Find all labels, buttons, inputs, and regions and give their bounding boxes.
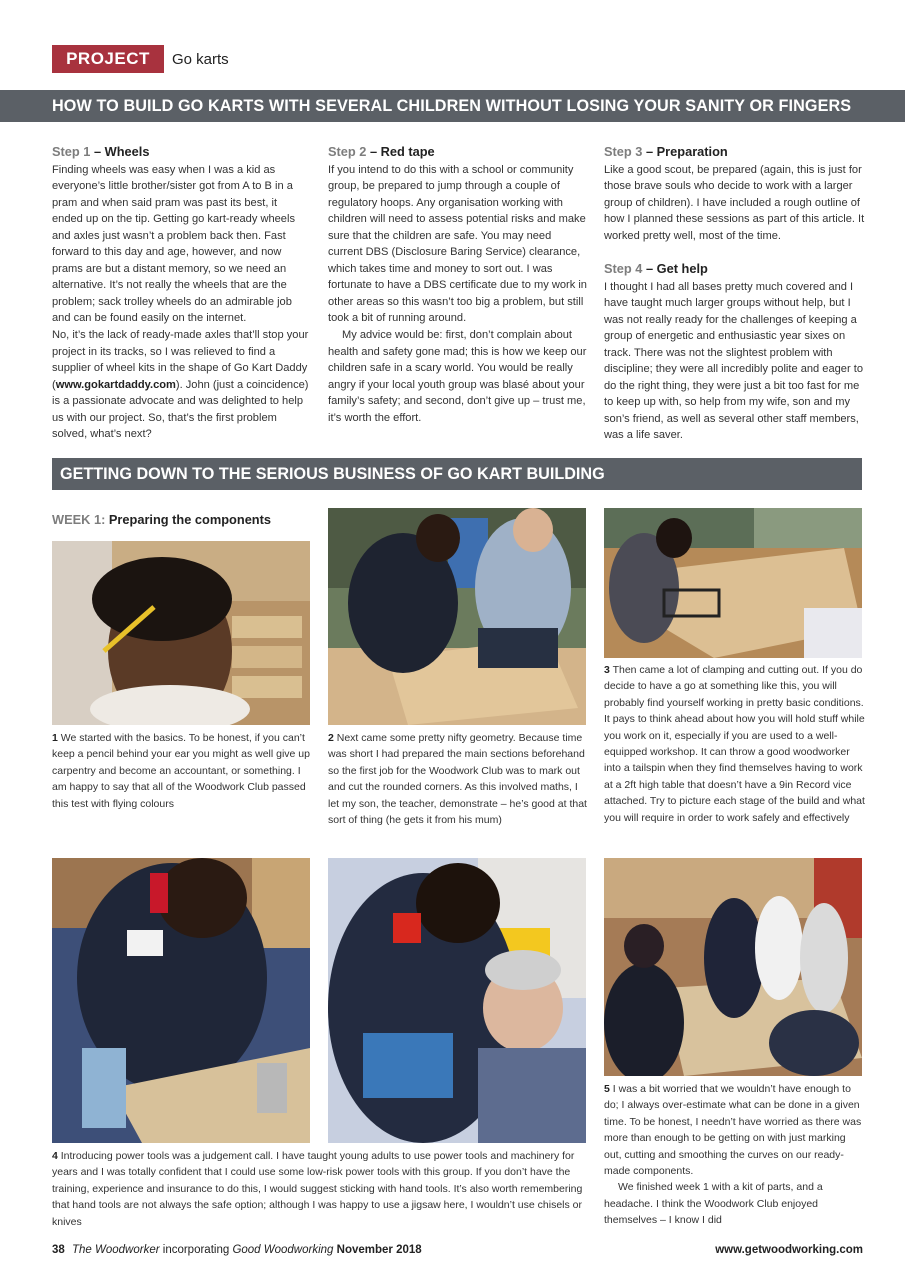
photo-boy-with-pencil xyxy=(52,541,310,725)
photo-jigsaw-supervision xyxy=(328,858,586,1143)
photo-boy-with-ear-defenders xyxy=(52,858,310,1143)
step-2-column xyxy=(328,144,588,426)
caption-5: 5 I was a bit worried that we wouldn’t have enough to do; I always over-estimate what can be done in a given time. To be honest, I needn’t have worried as there was more than enough to be getting on with just marking out, cutting and smoothing the curves on our ready-made components. We finished week 1 with a kit of parts, and a headache. I think the Woodwork Club enjoyed themselves – I know I did xyxy=(604,1083,862,1227)
step-3-column xyxy=(604,144,866,244)
step-3-heading: Step 3 – Preparation xyxy=(604,144,728,159)
step-1-paragraph-2: No, it’s the lack of ready-made axles that’ll stop your project in its tracks, so I was relieved to find a supplier of wheel kits in the shape of Go Kart Daddy (www.gokartdaddy.com). John (just a coincidence) is a passionate advocate and was delighted to help us with our project. So, that’s the first problem solved, what’s next? xyxy=(52,328,309,441)
section-badge: PROJECT xyxy=(52,45,164,73)
caption-2: 2 Next came some pretty nifty geometry. Because time was short I had prepared the main sections beforehand so the first job for the Woodwork Club was to mark out and cut the rounded corners. As this involved maths, I let my son, the teacher, demonstrate – he’s good at that sort of thing (he gets it from his mum) xyxy=(328,732,587,827)
caption-1: 1 We started with the basics. To be honest, if you can’t keep a pencil behind your ear you might as well give up carpentry and become an accountant, or something. I am happy to say that all of the Woodwork Club passed this test with flying colours xyxy=(52,732,310,810)
caption-4: 4 Introducing power tools was a judgement call. I have taught young adults to use power tools and machinery for years and I was totally confident that I could use some low-risk power tools with this group. If you don’t have the training, experience and insurance to do this, I would suggest sticking with hand tools. It’s also worth remembering that hand tools are not always the safe option; although I was happy to use a jigsaw here, I wouldn’t use chisels or knives xyxy=(52,1150,583,1228)
page-footer: 38 The Woodworker incorporating Good Woodworking November 2018 xyxy=(52,1244,422,1256)
section-title: Go karts xyxy=(172,51,229,68)
caption-3: 3 Then came a lot of clamping and cutting out. If you do decide to have a go at something like this, you will probably find yourself working in pretty basic conditions. It pays to think ahead about how you will hold stuff while you work on it, especially if you are used to a well-equipped workshop. It can throw a good woodworker into a tailspin when they find themselves having to work at a 2ft high table that doesn’t have a 9in Record vice attached. Try to picture each stage of the build and what you will require in order to work safely and effectively xyxy=(604,664,865,824)
step-4-column xyxy=(604,261,866,444)
article-headline: HOW TO BUILD GO KARTS WITH SEVERAL CHILDREN WITHOUT LOSING YOUR SANITY OR FINGERS xyxy=(0,90,905,122)
step-2-paragraph-1: If you intend to do this with a school or community group, be prepared to jump through a couple of regulatory hoops. Any organisation working with children will need to assess potential risks and make sure that the children are safe. You may need current DBS (Disclosure Baring Service) clearance, which takes time and money to sort out. I was fortunate to have a DBS certificate due to my work in other areas so this wasn’t too big a problem, but still took a bit of running around. xyxy=(328,163,587,325)
page-number: 38 xyxy=(52,1244,65,1256)
photo-clamping-and-cutting xyxy=(604,508,862,658)
step-2-paragraph-2: My advice would be: first, don’t complain about health and safety gone mad; this is how we keep our children safe in a scary world. You would be really angry if your local youth group was blasé about your family’s safety; and second, don’t give up – trust me, it’s worth the effort. xyxy=(328,328,587,424)
step-4-heading: Step 4 – Get help xyxy=(604,261,708,276)
step-1-column xyxy=(52,144,310,443)
footer-website[interactable]: www.getwoodworking.com xyxy=(715,1244,863,1256)
photo-marking-out-demonstration xyxy=(328,508,586,725)
supplier-url: www.gokartdaddy.com xyxy=(55,378,176,391)
step-4-paragraph-1: I thought I had all bases pretty much covered and I have taught much larger groups without help, but I was not really ready for the challenges of keeping a group of energetic and enthusiastic year sixes on track. There was not the slightest problem with discipline; they were all incredibly polite and eager to do the right thing, they were just a bit too fast for me to keep up with, so help from my wife, son and my son’s friend, as well as several other staff members, was a life saver. xyxy=(604,280,864,442)
section-headline: GETTING DOWN TO THE SERIOUS BUSINESS OF GO KART BUILDING xyxy=(52,458,862,490)
week-heading: WEEK 1: Preparing the components xyxy=(52,512,272,527)
step-1-heading: Step 1 – Wheels xyxy=(52,144,150,159)
photo-children-at-workbench xyxy=(604,858,862,1076)
step-1-paragraph-1: Finding wheels was easy when I was a kid as everyone’s little brother/sister got from A to B in a pram and when said pram was past its best, it ended up on the tip. Getting go kart-ready wheels and axles just wasn’t a problem back then. Fast forward to this day and age, however, and now prams are but a distant memory, so we need an alternative. It’s not really the wheels that are the problem; sack trolley wheels do an admirable job and can be found easily on the internet. xyxy=(52,163,295,325)
step-2-heading: Step 2 – Red tape xyxy=(328,144,435,159)
step-3-paragraph-1: Like a good scout, be prepared (again, this is just for those brave souls who decide to work with a larger group of children). I have included a rough outline of how I planned these sessions as part of this article. It worked pretty well, most of the time. xyxy=(604,163,865,242)
